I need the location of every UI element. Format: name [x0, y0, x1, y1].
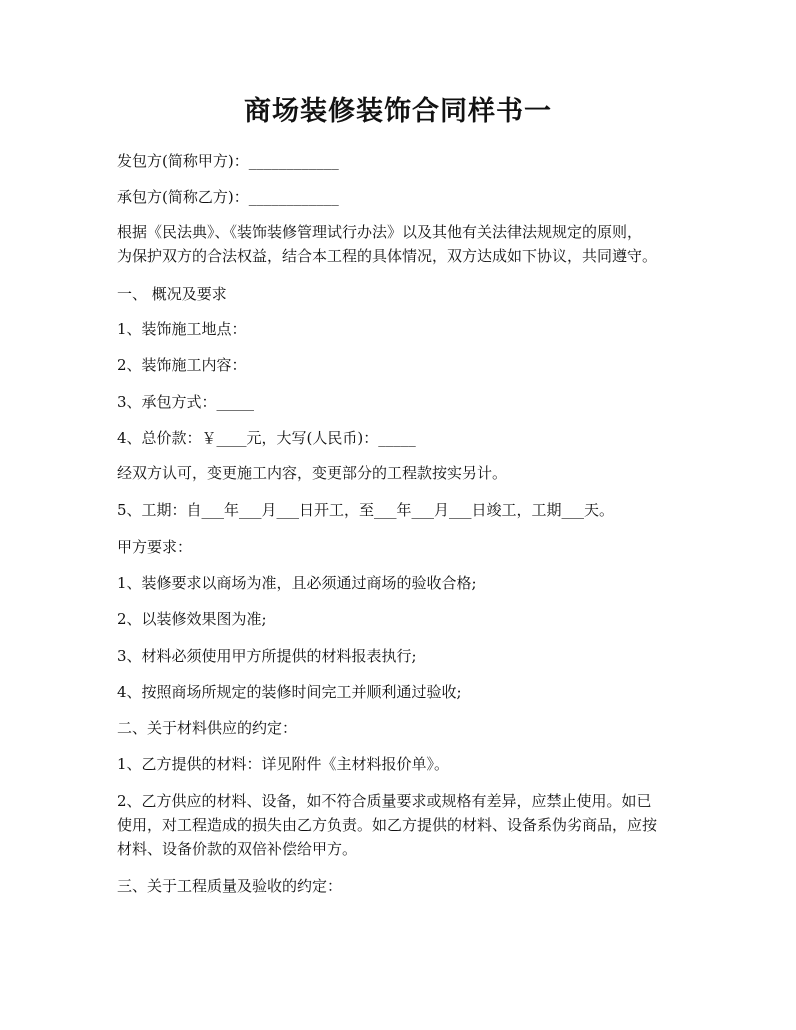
- preamble-line-1: 根据《民法典》、《装饰装修管理试行办法》以及其他有关法律法规规定的原则，: [117, 223, 643, 241]
- party-a-requirements-heading: 甲方要求：: [117, 538, 193, 556]
- item-contract-mode: 3、承包方式：_____: [117, 393, 255, 411]
- change-clause: 经双方认可，变更施工内容，变更部分的工程款按实另计。: [117, 464, 508, 482]
- material-item-1: 1、乙方提供的材料：详见附件《主材料报价单》。: [117, 755, 450, 773]
- requirement-3: 3、材料必须使用甲方所提供的材料报表执行;: [117, 647, 417, 665]
- section-3-heading: 三、关于工程质量及验收的约定：: [117, 877, 343, 895]
- material-item-2: [117, 789, 687, 861]
- preamble-paragraph: [117, 220, 687, 268]
- item-content: 2、装饰施工内容：: [117, 356, 247, 374]
- requirement-4: 4、按照商场所规定的装修时间完工并顺利通过验收;: [117, 683, 462, 701]
- section-1-heading: 一、 概况及要求: [117, 285, 227, 303]
- preamble-line-2: 为保护双方的合法权益，结合本工程的具体情况，双方达成如下协议，共同遵守。: [117, 247, 658, 265]
- requirement-1: 1、装修要求以商场为准，且必须通过商场的验收合格;: [117, 574, 477, 592]
- section-2-heading: 二、关于材料供应的约定：: [117, 719, 298, 737]
- material-item-2-line-1: 2、乙方供应的材料、设备，如不符合质量要求或规格有差异，应禁止使用。如已: [117, 792, 652, 810]
- item-location: 1、装饰施工地点：: [117, 320, 247, 338]
- party-b-line: 承包方(简称乙方)：____________: [117, 188, 339, 206]
- party-a-line: 发包方(简称甲方)：____________: [117, 152, 339, 170]
- material-item-2-line-3: 材料、设备价款的双倍补偿给甲方。: [117, 840, 358, 858]
- document-title: 商场装修装饰合同样书一: [244, 96, 552, 127]
- material-item-2-line-2: 使用，对工程造成的损失由乙方负责。如乙方提供的材料、设备系伪劣商品，应按: [117, 816, 658, 834]
- item-schedule: 5、工期：自___年___月___日开工，至___年___月___日竣工，工期___天。: [117, 501, 615, 519]
- requirement-2: 2、以装修效果图为准;: [117, 610, 267, 628]
- item-total-price: 4、总价款：￥____元，大写(人民币)：_____: [117, 429, 416, 447]
